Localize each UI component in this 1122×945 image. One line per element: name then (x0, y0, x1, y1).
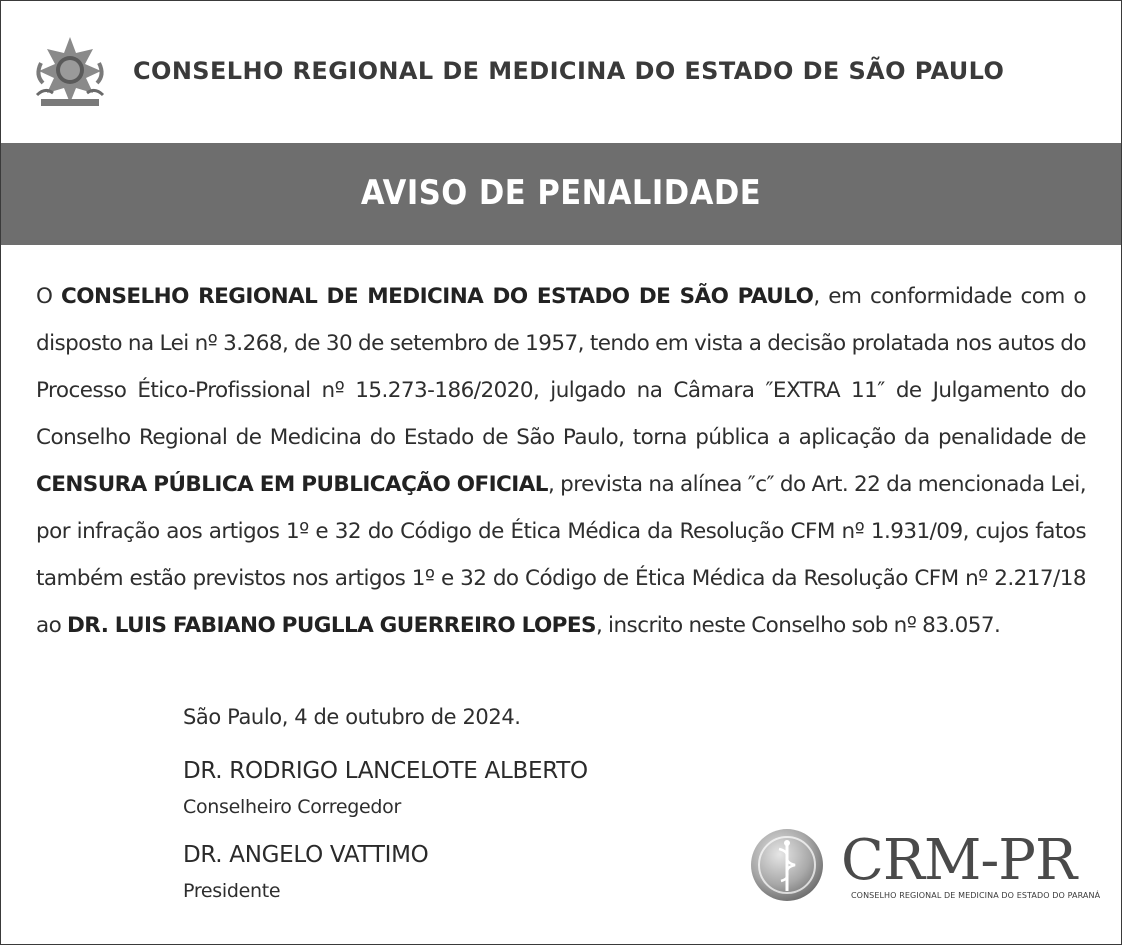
caduceus-icon (749, 827, 825, 903)
body-text-4: , inscrito neste Conselho sob nº 83.057. (595, 613, 1001, 638)
body-bold-org: CONSELHO REGIONAL DE MEDICINA DO ESTADO DE SÃO PAULO (61, 284, 814, 309)
org-title: CONSELHO REGIONAL DE MEDICINA DO ESTADO DE SÃO PAULO (133, 57, 1005, 85)
notice-title: AVISO DE PENALIDADE (360, 173, 762, 213)
notice-date: São Paulo, 4 de outubro de 2024. (183, 705, 521, 729)
body-bold-penalty: CENSURA PÚBLICA EM PUBLICAÇÃO OFICIAL (36, 472, 548, 497)
body-text-1: O (36, 284, 62, 309)
crm-pr-wordmark: CRM-PR (841, 828, 1077, 893)
signatory-name-1: DR. RODRIGO LANCELOTE ALBERTO (183, 758, 588, 784)
crm-pr-logo (749, 827, 1101, 907)
signatory-name-2: DR. ANGELO VATTIMO (183, 842, 429, 868)
signatory-role-1: Conselheiro Corregedor (183, 796, 401, 818)
header (1, 1, 1121, 143)
notice-body (36, 273, 1086, 649)
brazil-coat-of-arms-icon (31, 35, 109, 113)
crm-pr-subtitle: CONSELHO REGIONAL DE MEDICINA DO ESTADO DO PARANÁ (851, 891, 1101, 900)
body-bold-doctor: DR. LUIS FABIANO PUGLLA GUERREIRO LOPES (67, 613, 596, 638)
body-text-3: , prevista na alínea ″c″ do Art. 22 da mencionada Lei, por infração aos artigos 1º e 32 do Código de Ética Médica da Resolução CFM nº 1.931/09, cujos fatos também estão previstos nos artigos 1º e 32 do Código de Ética Médica da Resolução CFM nº 2.217/18 ao (36, 472, 1086, 638)
body-text-2: , em conformidade com o disposto na Lei nº 3.268, de 30 de setembro de 1957, tendo em vista a decisão prolatada nos autos do Processo Ético-Profissional nº 15.273-186/2020, julgado na Câmara ″EXTRA 11″ de Julgamento do Conselho Regional de Medicina do Estado de São Paulo, torna pública a aplicação da penalidade de (36, 284, 1086, 450)
signatory-role-2: Presidente (183, 880, 281, 902)
